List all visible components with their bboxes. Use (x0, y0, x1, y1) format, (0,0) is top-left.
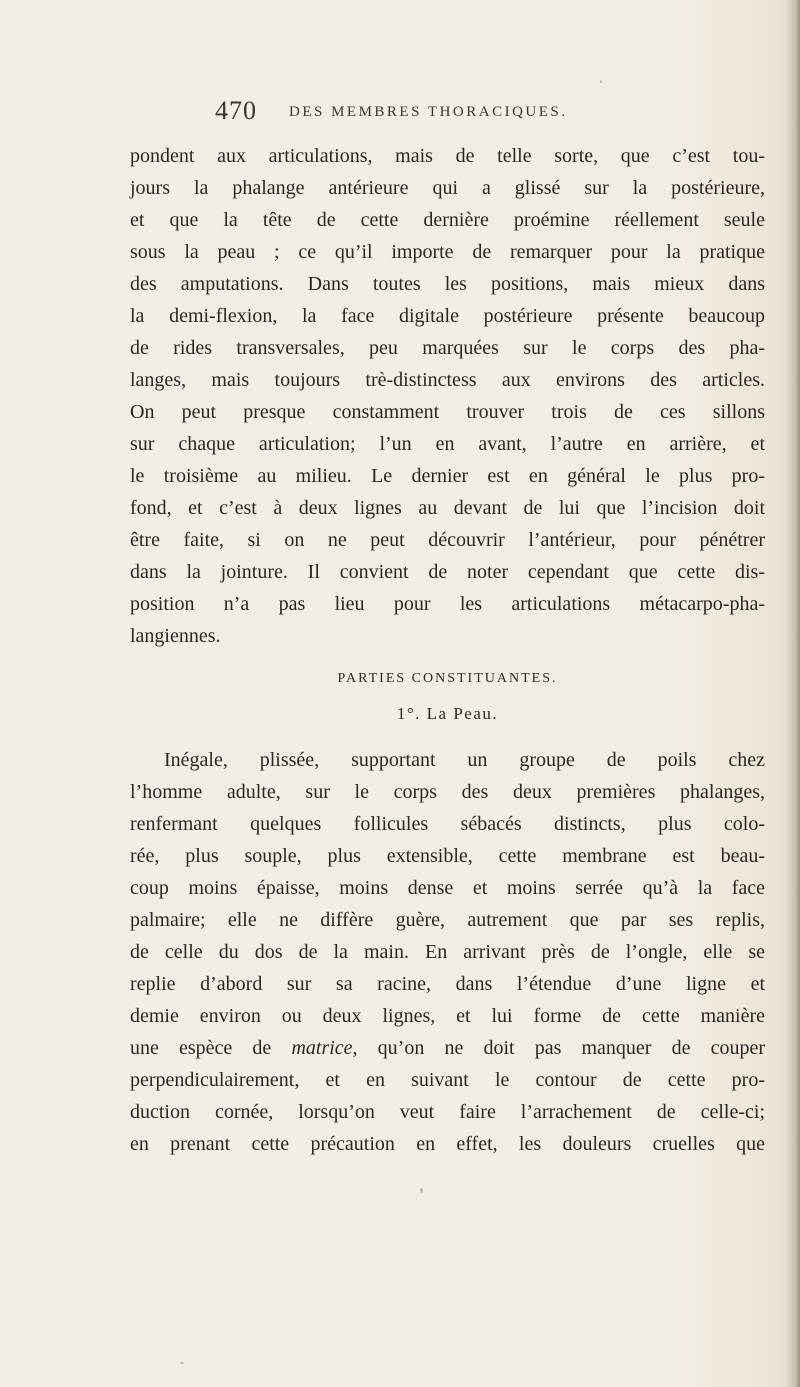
text-line: en prenant cette précaution en effet, les douleurs cruelles que (130, 1133, 765, 1155)
text-line: pondent aux articulations, mais de telle sorte, que c’est tou- (130, 145, 765, 167)
text-line: palmaire; elle ne diffère guère, autrement que par ses replis, (130, 909, 765, 931)
text-line: fond, et c’est à deux lignes au devant de lui que l’incision doit (130, 497, 765, 519)
page-edge-shadow (786, 0, 800, 1387)
text-line: position n’a pas lieu pour les articulations métacarpo-pha- (130, 593, 765, 615)
text-line: la demi-flexion, la face digitale postérieure présente beaucoup (130, 305, 765, 327)
text-line: de rides transversales, peu marquées sur le corps des pha- (130, 337, 765, 359)
page-header (215, 96, 715, 136)
subsection-heading: 1°. La Peau. (396, 704, 499, 723)
text-line: être faite, si on ne peut découvrir l’antérieur, pour pénétrer (130, 529, 765, 551)
text-line: On peut presque constamment trouver trois de ces sillons (130, 401, 765, 423)
page-number: 470 (215, 96, 257, 125)
text-line: duction cornée, lorsqu’on veut faire l’arrachement de celle-ci; (130, 1101, 765, 1123)
text-line: replie d’abord sur sa racine, dans l’étendue d’une ligne et (130, 973, 765, 995)
text-line: renfermant quelques follicules sébacés distincts, plus colo- (130, 813, 765, 835)
text-line: langes, mais toujours trè-distinctess aux environs des articles. (130, 369, 765, 391)
section-heading: PARTIES CONSTITUANTES. (337, 671, 558, 686)
text-line: sur chaque articulation; l’un en avant, l’autre en arrière, et (130, 433, 765, 455)
text-line: jours la phalange antérieure qui a glissé sur la postérieure, (130, 177, 765, 199)
text-fragment: une espèce de (130, 1037, 292, 1059)
text-line: et que la tête de cette dernière proémine réellement seule (130, 209, 765, 231)
text-line: dans la jointure. Il convient de noter cependant que cette dis- (130, 561, 765, 583)
text-line: Inégale, plissée, supportant un groupe de poils chez (164, 749, 765, 771)
paragraph-amputation-notes (130, 140, 765, 652)
text-line: langiennes. (130, 625, 221, 647)
italic-term: matrice (291, 1037, 353, 1059)
text-fragment: , qu’on ne doit pas manquer de couper (352, 1037, 766, 1059)
running-head: DES MEMBRES THORACIQUES. (289, 104, 568, 120)
text-line: rée, plus souple, plus extensible, cette membrane est beau- (130, 845, 765, 867)
paper-speck (420, 1188, 423, 1193)
text-line: coup moins épaisse, moins dense et moins serrée qu’à la face (130, 877, 765, 899)
text-line: demie environ ou deux lignes, et lui forme de cette manière (130, 1005, 765, 1027)
paper-speck (600, 80, 602, 83)
text-line (130, 1032, 765, 1064)
text-line: perpendiculairement, et en suivant le contour de cette pro- (130, 1069, 765, 1091)
paragraph-skin-description (130, 744, 765, 1160)
text-line: sous la peau ; ce qu’il importe de remarquer pour la pratique (130, 241, 765, 263)
text-line: le troisième au milieu. Le dernier est en général le plus pro- (130, 465, 765, 487)
paper-speck (180, 1362, 184, 1364)
text-line: de celle du dos de la main. En arrivant près de l’ongle, elle se (130, 941, 765, 963)
text-line: l’homme adulte, sur le corps des deux premières phalanges, (130, 781, 765, 803)
text-line: des amputations. Dans toutes les positions, mais mieux dans (130, 273, 765, 295)
